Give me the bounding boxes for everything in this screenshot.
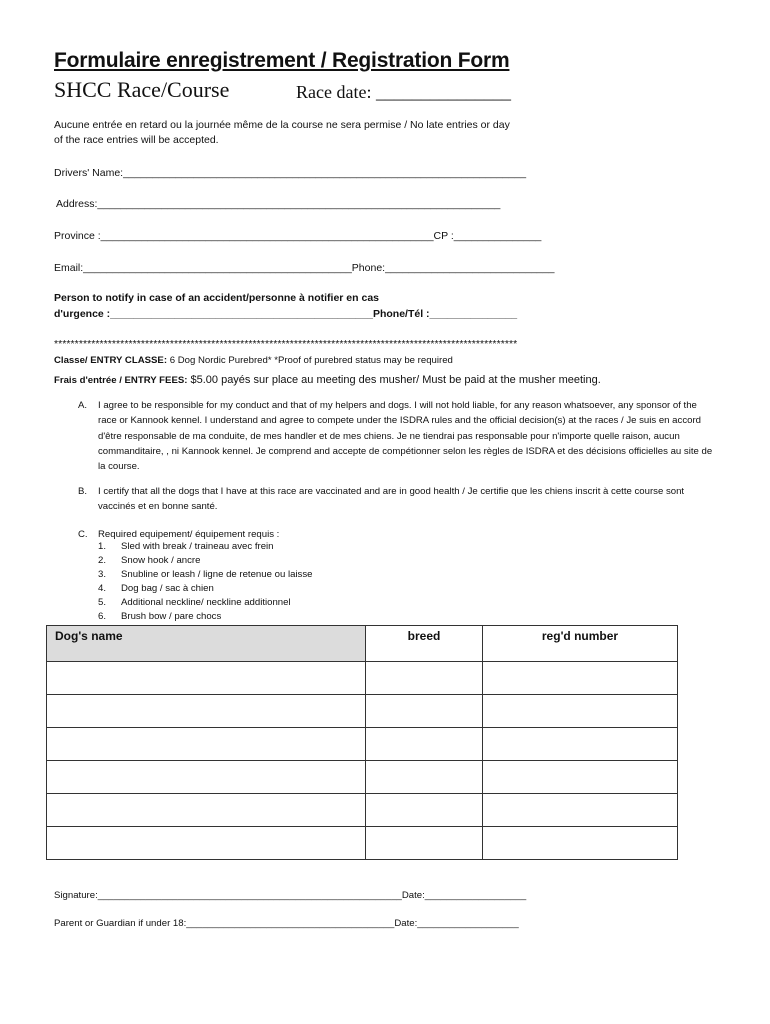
term-a-text: I agree to be responsible for my conduct and that of my helpers and dogs. I will not hold liable, for any reason whatsoever, any sponsor of the race or Kannook kennel. I understand and agree to compete under the ISDRA rules and the official decision(s) at the races / Je suis en accord d'être responsable de ma conduite, de mes handler et de mes chiens. Je ne tiendrai pas responsable pour n'importe quelle raison, aucun commanditaire, , ni Kannook kennel. Je comprend and accepte de compétionner selon les règles de ISDRA et des décisions officielles au site de la course. bbox=[98, 400, 713, 473]
term-c-letter: C. bbox=[78, 529, 88, 540]
term-c-text: Required equipement/ équipement requis : bbox=[98, 529, 280, 540]
late-entries-notice-line1: Aucune entrée en retard ou la journée même de la course ne sera permise / No late entries or day bbox=[54, 119, 510, 131]
dog-name-cell[interactable] bbox=[47, 794, 366, 827]
emergency-contact-label: Person to notify in case of an accident/personne à notifier en cas bbox=[54, 292, 379, 304]
province-cp-field[interactable]: Province :_________________________________________________________CP :_______________ bbox=[54, 230, 542, 242]
entry-class-label: Classe/ ENTRY CLASSE: bbox=[54, 355, 168, 366]
equipment-num: 1. bbox=[98, 541, 107, 552]
race-date-field[interactable]: Race date: _______________ bbox=[296, 82, 511, 102]
table-row bbox=[47, 728, 678, 761]
equipment-item: Snubline or leash / ligne de retenue ou laisse bbox=[121, 569, 313, 580]
entry-fees-label: Frais d'entrée / ENTRY FEES: bbox=[54, 375, 188, 386]
address-field[interactable]: Address:_____________________________________________________________________ bbox=[56, 198, 501, 210]
breed-cell[interactable] bbox=[366, 695, 483, 728]
form-title: Formulaire enregistrement / Registration Form bbox=[54, 49, 510, 72]
breed-cell[interactable] bbox=[366, 827, 483, 860]
equipment-num: 3. bbox=[98, 569, 107, 580]
emergency-contact-field[interactable]: d'urgence :_____________________________________________Phone/Tél :_______________ bbox=[54, 308, 518, 320]
term-b-text: I certify that all the dogs that I have at this race are vaccinated and are in good health / Je certifie que les chiens inscrit à cette course sont vaccinés et en bonne santé. bbox=[98, 486, 685, 513]
dog-name-cell[interactable] bbox=[47, 761, 366, 794]
table-header-row bbox=[47, 626, 678, 662]
equipment-item: Additional neckline/ neckline additionnel bbox=[121, 597, 291, 608]
entry-fees-value: $5.00 payés sur place au meeting des musher/ Must be paid at the musher meeting. bbox=[187, 374, 601, 386]
term-b bbox=[78, 484, 718, 516]
breed-header: breed bbox=[366, 626, 483, 662]
entry-fees-line bbox=[54, 370, 601, 388]
dog-name-cell[interactable] bbox=[47, 827, 366, 860]
dogs-table bbox=[46, 625, 678, 860]
reg-number-cell[interactable] bbox=[483, 662, 678, 695]
reg-number-cell[interactable] bbox=[483, 728, 678, 761]
breed-cell[interactable] bbox=[366, 728, 483, 761]
late-entries-notice-line2: of the race entries will be accepted. bbox=[54, 134, 219, 146]
drivers-name-field[interactable]: Drivers' Name:_____________________________________________________________________ bbox=[54, 167, 527, 179]
equipment-item: Snow hook / ancre bbox=[121, 555, 201, 566]
breed-cell[interactable] bbox=[366, 761, 483, 794]
separator-line: **************************************************************************************************************** bbox=[54, 338, 518, 350]
reg-number-cell[interactable] bbox=[483, 695, 678, 728]
equipment-num: 2. bbox=[98, 555, 107, 566]
breed-cell[interactable] bbox=[366, 794, 483, 827]
entry-class-value: 6 Dog Nordic Purebred* *Proof of purebred status may be required bbox=[167, 355, 453, 366]
dog-name-cell[interactable] bbox=[47, 662, 366, 695]
table-row bbox=[47, 662, 678, 695]
term-a bbox=[78, 398, 718, 473]
equipment-num: 4. bbox=[98, 583, 107, 594]
equipment-item: Sled with break / traineau avec frein bbox=[121, 541, 274, 552]
term-a-letter: A. bbox=[78, 400, 88, 411]
equipment-item: Brush bow / pare chocs bbox=[121, 611, 222, 622]
table-row bbox=[47, 794, 678, 827]
signature-field[interactable]: Signature:_________________________________________________________Date:___________________ bbox=[54, 890, 527, 901]
equipment-num: 5. bbox=[98, 597, 107, 608]
reg-number-cell[interactable] bbox=[483, 827, 678, 860]
dog-name-cell[interactable] bbox=[47, 728, 366, 761]
email-phone-field[interactable]: Email:______________________________________________Phone:_____________________________ bbox=[54, 262, 555, 274]
entry-class-line bbox=[54, 355, 453, 366]
breed-cell[interactable] bbox=[366, 662, 483, 695]
term-b-letter: B. bbox=[78, 486, 88, 497]
reg-number-cell[interactable] bbox=[483, 761, 678, 794]
table-row bbox=[47, 761, 678, 794]
reg-number-cell[interactable] bbox=[483, 794, 678, 827]
race-course-label: SHCC Race/Course bbox=[54, 77, 230, 102]
reg-number-header: reg'd number bbox=[483, 626, 678, 662]
dog-name-cell[interactable] bbox=[47, 695, 366, 728]
equipment-num: 6. bbox=[98, 611, 107, 622]
guardian-signature-field[interactable]: Parent or Guardian if under 18:_______________________________________Date:___________________ bbox=[54, 918, 519, 929]
dog-name-header: Dog's name bbox=[47, 626, 366, 662]
table-row bbox=[47, 695, 678, 728]
equipment-item: Dog bag / sac à chien bbox=[121, 583, 214, 594]
table-row bbox=[47, 827, 678, 860]
